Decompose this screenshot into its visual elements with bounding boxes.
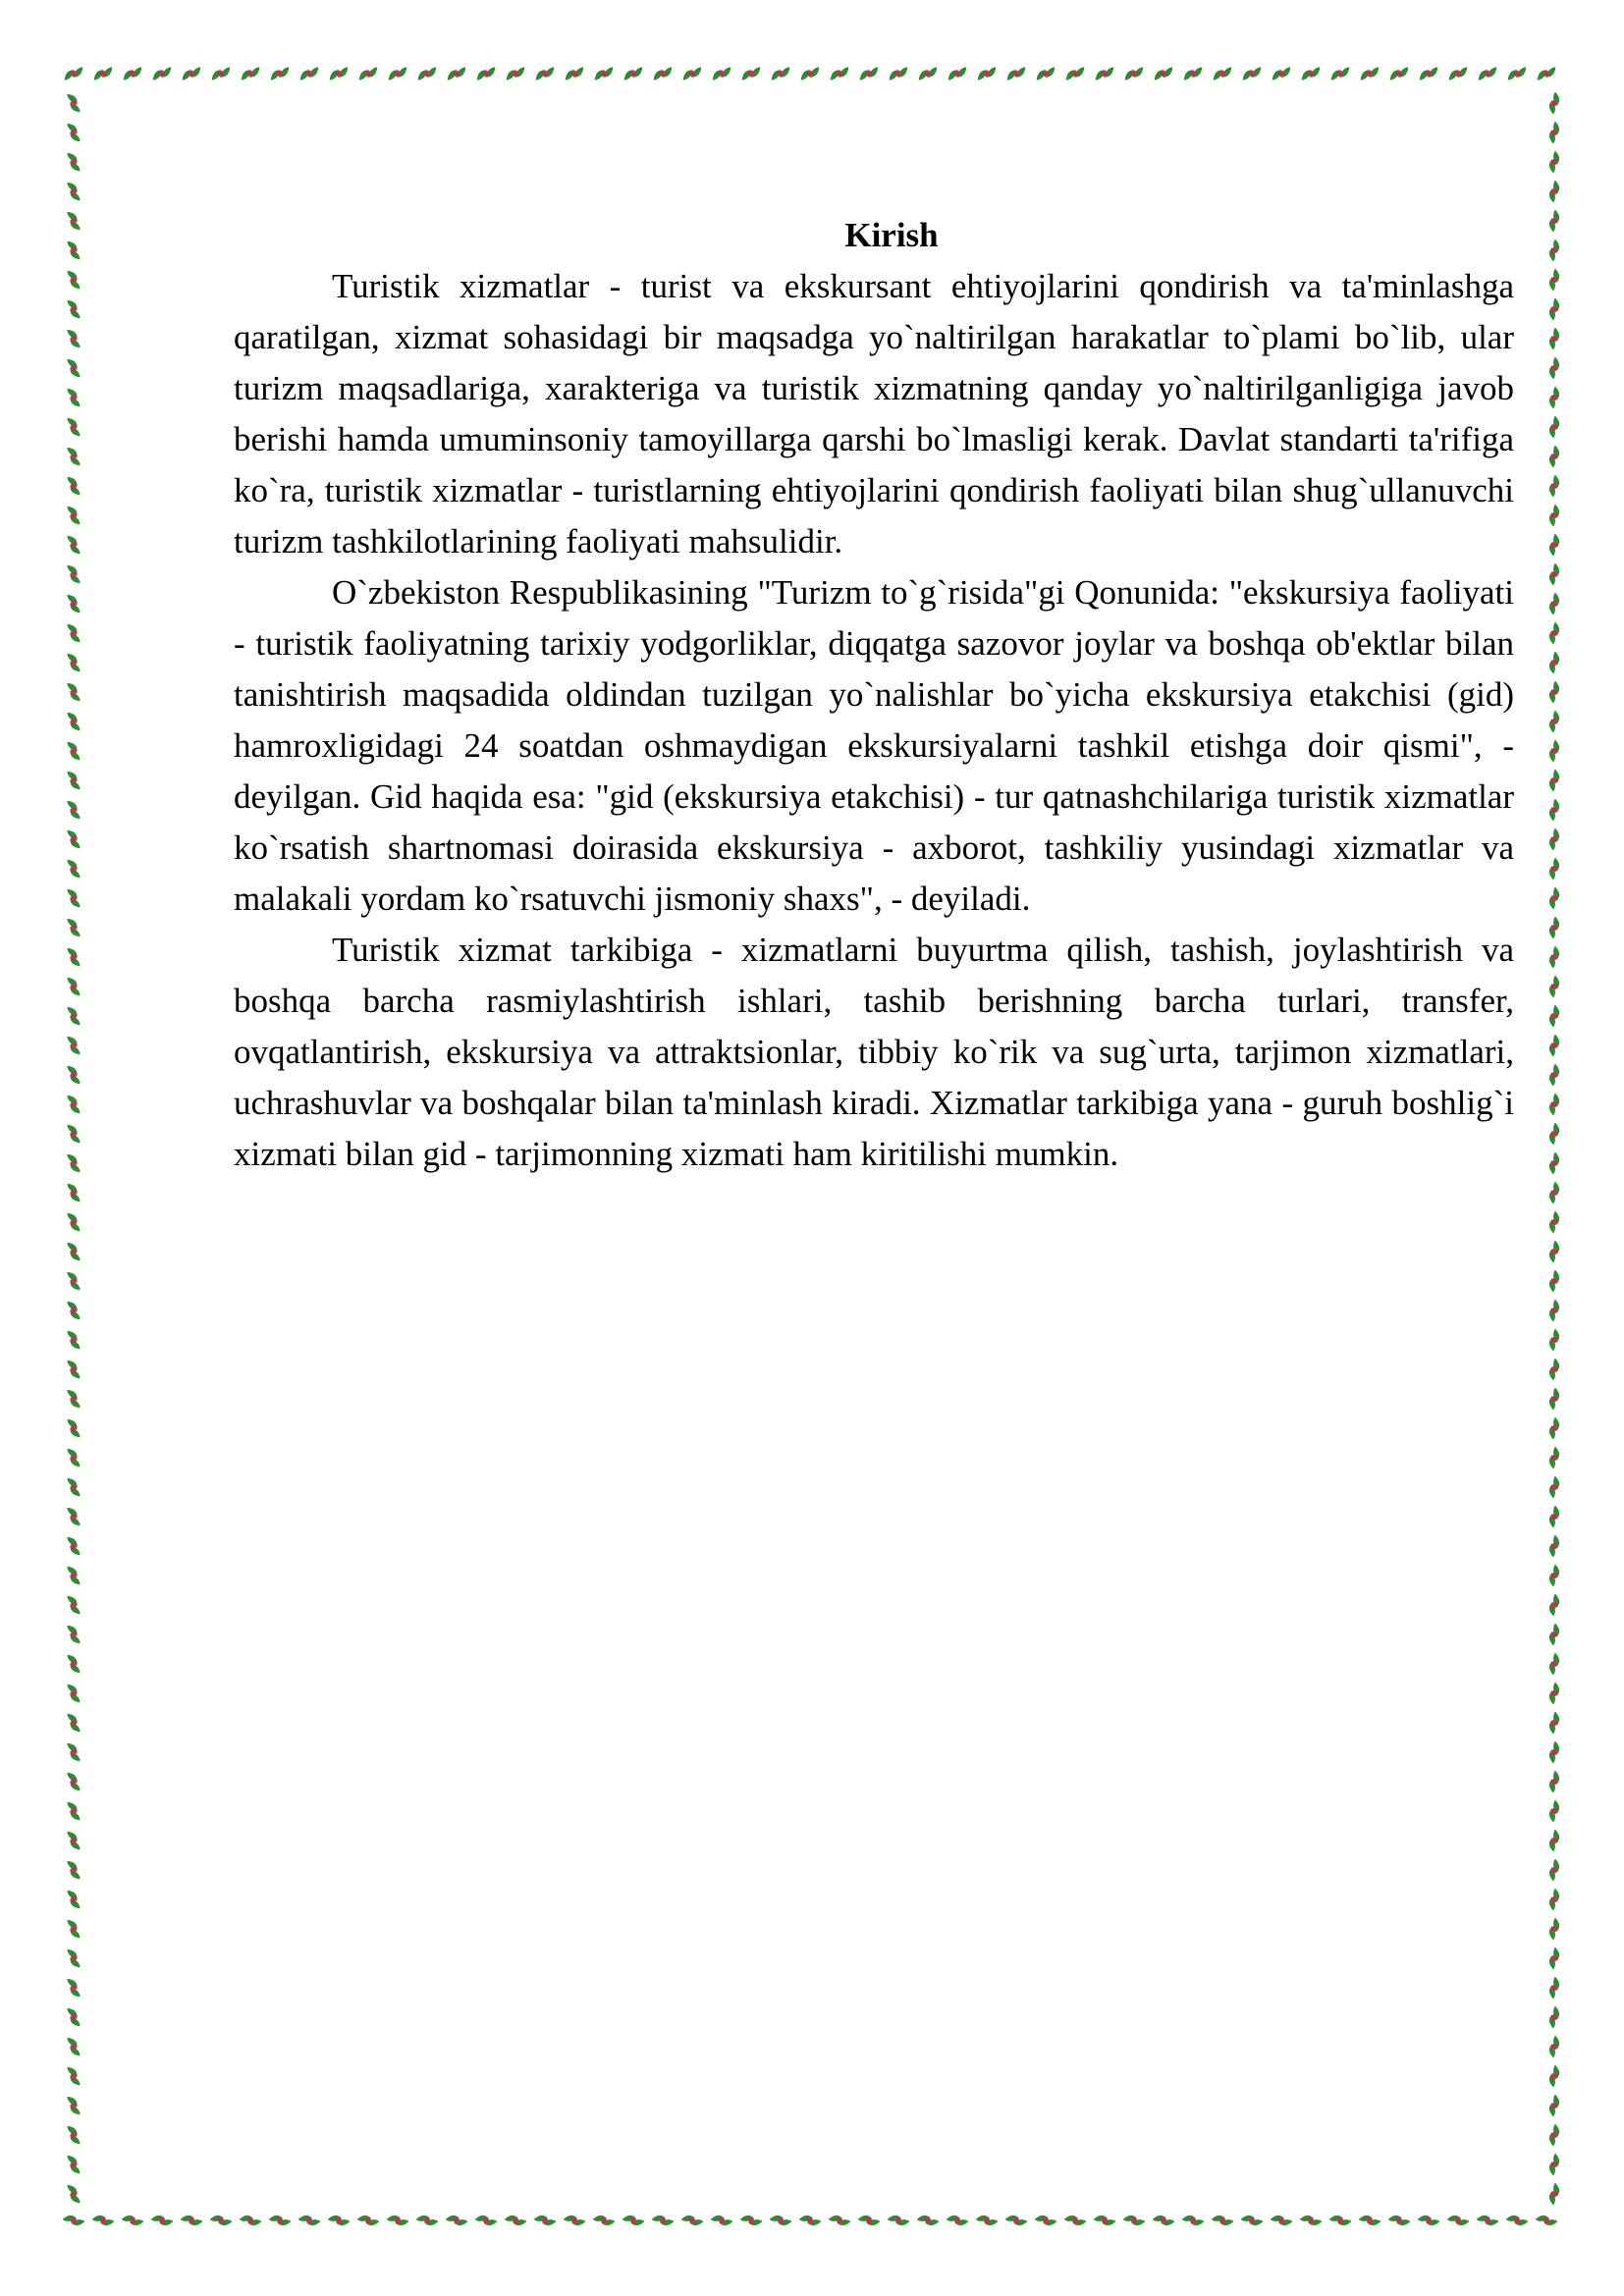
holly-leaf-icon: [474, 2213, 498, 2227]
holly-leaf-icon: [1546, 121, 1561, 144]
holly-leaf-icon: [1546, 1328, 1561, 1352]
holly-leaf-icon: [1546, 1564, 1561, 1587]
holly-leaf-icon: [1093, 66, 1116, 80]
holly-leaf-icon: [1240, 2213, 1264, 2227]
holly-leaf-icon: [1505, 66, 1529, 80]
holly-leaf-icon: [1476, 66, 1499, 80]
holly-leaf-icon: [1546, 504, 1561, 527]
holly-leaf-icon: [1546, 1858, 1561, 1882]
holly-leaf-icon: [66, 1328, 81, 1352]
holly-leaf-icon: [592, 66, 616, 80]
holly-leaf-icon: [66, 1829, 81, 1852]
holly-leaf-icon: [1358, 66, 1381, 80]
holly-leaf-icon: [298, 66, 321, 80]
holly-leaf-icon: [828, 2213, 851, 2227]
holly-leaf-icon: [66, 916, 81, 939]
holly-leaf-icon: [1063, 66, 1087, 80]
holly-leaf-icon: [1546, 415, 1561, 439]
holly-leaf-icon: [66, 798, 81, 822]
holly-leaf-icon: [1546, 1122, 1561, 1146]
holly-leaf-icon: [66, 150, 81, 174]
holly-leaf-icon: [1004, 66, 1028, 80]
holly-leaf-icon: [1546, 1240, 1561, 1263]
holly-leaf-icon: [887, 66, 910, 80]
holly-leaf-icon: [1546, 91, 1561, 115]
holly-leaf-icon: [1546, 1593, 1561, 1617]
holly-leaf-icon: [1546, 680, 1561, 704]
holly-leaf-icon: [1546, 916, 1561, 939]
holly-leaf-icon: [209, 2213, 233, 2227]
holly-leaf-icon: [563, 2213, 586, 2227]
holly-leaf-icon: [1546, 1181, 1561, 1204]
holly-leaf-icon: [209, 66, 233, 80]
holly-leaf-icon: [1446, 2213, 1470, 2227]
holly-leaf-icon: [66, 975, 81, 998]
holly-leaf-icon: [66, 886, 81, 910]
holly-leaf-icon: [66, 121, 81, 144]
holly-leaf-icon: [66, 1947, 81, 1970]
holly-leaf-icon: [1546, 1299, 1561, 1322]
holly-leaf-icon: [66, 945, 81, 969]
holly-leaf-icon: [1546, 2064, 1561, 2088]
holly-leaf-icon: [1546, 1652, 1561, 1676]
holly-leaf-icon: [66, 91, 81, 115]
holly-leaf-icon: [1546, 975, 1561, 998]
holly-leaf-icon: [66, 268, 81, 292]
holly-leaf-icon: [1546, 1976, 1561, 2000]
holly-leaf-icon: [1446, 66, 1470, 80]
holly-leaf-icon: [1546, 1387, 1561, 1411]
holly-leaf-icon: [66, 2035, 81, 2058]
holly-leaf-icon: [1417, 2213, 1440, 2227]
holly-leaf-icon: [66, 209, 81, 233]
holly-leaf-icon: [1546, 1358, 1561, 1381]
holly-leaf-icon: [1211, 2213, 1234, 2227]
holly-leaf-icon: [1358, 2213, 1381, 2227]
holly-leaf-icon: [1181, 2213, 1205, 2227]
holly-leaf-icon: [1546, 1416, 1561, 1440]
holly-leaf-icon: [66, 1740, 81, 1764]
holly-leaf-icon: [66, 504, 81, 527]
holly-leaf-icon: [66, 415, 81, 439]
holly-leaf-icon: [66, 1299, 81, 1322]
holly-leaf-icon: [1546, 2094, 1561, 2117]
holly-leaf-icon: [1546, 1446, 1561, 1469]
holly-leaf-icon: [66, 2064, 81, 2088]
holly-leaf-icon: [66, 533, 81, 557]
holly-leaf-icon: [66, 1770, 81, 1793]
holly-leaf-icon: [66, 1034, 81, 1057]
document-title: Kirish: [844, 216, 939, 254]
holly-leaf-icon: [1546, 1917, 1561, 1941]
holly-leaf-icon: [1546, 1888, 1561, 1911]
holly-leaf-icon: [1546, 769, 1561, 792]
holly-leaf-icon: [1546, 945, 1561, 969]
holly-leaf-icon: [180, 66, 203, 80]
holly-leaf-icon: [66, 2005, 81, 2029]
holly-leaf-icon: [1546, 1475, 1561, 1499]
holly-leaf-icon: [857, 66, 881, 80]
holly-leaf-icon: [1535, 66, 1558, 80]
holly-leaf-icon: [66, 739, 81, 763]
holly-leaf-icon: [66, 2153, 81, 2176]
holly-leaf-icon: [1546, 150, 1561, 174]
holly-leaf-icon: [1270, 66, 1293, 80]
holly-leaf-icon: [66, 1858, 81, 1882]
holly-leaf-icon: [121, 2213, 144, 2227]
holly-leaf-icon: [710, 66, 733, 80]
holly-leaf-icon: [1299, 2213, 1323, 2227]
holly-leaf-icon: [1505, 2213, 1529, 2227]
holly-leaf-icon: [66, 1122, 81, 1146]
holly-leaf-icon: [1546, 1093, 1561, 1116]
holly-leaf-icon: [622, 66, 645, 80]
holly-leaf-icon: [66, 1652, 81, 1676]
holly-leaf-icon: [1546, 1947, 1561, 1970]
holly-leaf-icon: [66, 1475, 81, 1499]
holly-leaf-icon: [1546, 1034, 1561, 1057]
holly-leaf-icon: [91, 2213, 115, 2227]
holly-leaf-icon: [66, 1240, 81, 1263]
holly-leaf-icon: [798, 2213, 822, 2227]
holly-leaf-icon: [66, 2123, 81, 2147]
holly-leaf-icon: [1546, 327, 1561, 350]
holly-leaf-icon: [66, 710, 81, 733]
holly-leaf-icon: [1546, 828, 1561, 851]
holly-leaf-icon: [769, 2213, 792, 2227]
holly-leaf-icon: [66, 474, 81, 498]
holly-leaf-icon: [66, 386, 81, 409]
holly-leaf-icon: [769, 66, 792, 80]
holly-leaf-icon: [1546, 1004, 1561, 1028]
holly-leaf-icon: [946, 66, 969, 80]
holly-leaf-icon: [828, 66, 851, 80]
holly-leaf-icon: [66, 2094, 81, 2117]
holly-leaf-icon: [1546, 2123, 1561, 2147]
holly-leaf-icon: [1535, 2213, 1558, 2227]
holly-leaf-icon: [1328, 66, 1352, 80]
holly-leaf-icon: [1417, 66, 1440, 80]
holly-leaf-icon: [327, 2213, 351, 2227]
holly-leaf-icon: [1034, 2213, 1057, 2227]
holly-leaf-icon: [946, 2213, 969, 2227]
holly-leaf-icon: [680, 66, 704, 80]
holly-leaf-icon: [1122, 66, 1146, 80]
holly-leaf-icon: [66, 445, 81, 468]
holly-leaf-icon: [1546, 239, 1561, 262]
holly-leaf-icon: [66, 1151, 81, 1175]
holly-leaf-icon: [1063, 2213, 1087, 2227]
holly-leaf-icon: [563, 66, 586, 80]
holly-leaf-icon: [1476, 2213, 1499, 2227]
holly-leaf-icon: [62, 66, 85, 80]
holly-leaf-icon: [66, 1063, 81, 1087]
holly-leaf-icon: [66, 180, 81, 203]
holly-leaf-icon: [916, 2213, 940, 2227]
holly-leaf-icon: [1546, 2153, 1561, 2176]
holly-leaf-icon: [1240, 66, 1264, 80]
holly-leaf-icon: [150, 66, 174, 80]
holly-leaf-icon: [66, 1682, 81, 1705]
holly-leaf-icon: [1328, 2213, 1352, 2227]
paragraph-2: O`zbekiston Respublikasining "Turizm to`g`risida"gi Qonunida: "ekskursiya faoliyati - turistik faoliyatning tarixiy yodgorliklar, diqqatga sazovor joylar va boshqa ob'ektlar bilan tanishtirish maqsadida oldindan tuzilgan yo`nalishlar bo`yicha ekskursiya etakchisi (gid) hamroxligidagi 24 soatdan oshmaydigan ekskursiyalarni tashkil etishga doir qismi", - deyilgan. Gid haqida esa: "gid (ekskursiya etakchisi) - tur qatnashchilariga turistik xizmatlar ko`rsatish shartnomasi doirasida ekskursiya - axborot, tashkiliy yusindagi xizmatlar va malakali yordam ko`rsatuvchi jismoniy shaxs", - deyiladi.: [234, 573, 1514, 918]
holly-leaf-icon: [66, 592, 81, 615]
holly-leaf-icon: [533, 2213, 557, 2227]
holly-leaf-icon: [651, 2213, 675, 2227]
holly-leaf-icon: [66, 1799, 81, 1823]
holly-leaf-icon: [327, 66, 351, 80]
holly-leaf-icon: [1211, 66, 1234, 80]
holly-leaf-icon: [1546, 474, 1561, 498]
holly-leaf-icon: [66, 1416, 81, 1440]
holly-leaf-icon: [445, 2213, 468, 2227]
holly-leaf-icon: [1546, 798, 1561, 822]
holly-leaf-icon: [1299, 66, 1323, 80]
holly-leaf-icon: [268, 2213, 292, 2227]
holly-leaf-icon: [1546, 739, 1561, 763]
holly-leaf-icon: [1546, 1711, 1561, 1735]
holly-leaf-icon: [66, 1004, 81, 1028]
holly-leaf-icon: [66, 1534, 81, 1558]
holly-leaf-icon: [1546, 857, 1561, 881]
holly-leaf-icon: [180, 2213, 203, 2227]
holly-leaf-icon: [1093, 2213, 1116, 2227]
holly-leaf-icon: [66, 1976, 81, 2000]
holly-leaf-icon: [1546, 2182, 1561, 2206]
holly-leaf-icon: [66, 1181, 81, 1204]
holly-leaf-icon: [62, 2213, 85, 2227]
holly-leaf-icon: [798, 66, 822, 80]
holly-leaf-icon: [91, 66, 115, 80]
holly-leaf-icon: [66, 1623, 81, 1646]
holly-leaf-icon: [1546, 1269, 1561, 1293]
holly-leaf-icon: [916, 66, 940, 80]
holly-leaf-icon: [1546, 209, 1561, 233]
holly-leaf-icon: [1546, 1829, 1561, 1852]
holly-leaf-icon: [680, 2213, 704, 2227]
holly-leaf-icon: [1546, 1682, 1561, 1705]
holly-leaf-icon: [66, 1888, 81, 1911]
holly-leaf-icon: [739, 2213, 763, 2227]
holly-leaf-icon: [66, 1358, 81, 1381]
holly-leaf-icon: [66, 1593, 81, 1617]
holly-leaf-icon: [1546, 1799, 1561, 1823]
holly-leaf-icon: [356, 2213, 380, 2227]
holly-leaf-icon: [66, 1093, 81, 1116]
holly-leaf-icon: [1546, 1210, 1561, 1234]
holly-leaf-icon: [1546, 2035, 1561, 2058]
holly-leaf-icon: [1546, 1063, 1561, 1087]
holly-leaf-icon: [1546, 562, 1561, 586]
holly-leaf-icon: [415, 66, 439, 80]
holly-leaf-icon: [1546, 2005, 1561, 2029]
holly-leaf-icon: [239, 66, 262, 80]
holly-leaf-icon: [298, 2213, 321, 2227]
holly-leaf-icon: [975, 2213, 999, 2227]
holly-leaf-icon: [386, 2213, 409, 2227]
holly-leaf-icon: [975, 66, 999, 80]
holly-leaf-icon: [415, 2213, 439, 2227]
holly-leaf-icon: [1152, 66, 1175, 80]
holly-leaf-icon: [66, 239, 81, 262]
holly-leaf-icon: [66, 1505, 81, 1528]
holly-leaf-icon: [356, 66, 380, 80]
holly-leaf-icon: [66, 1917, 81, 1941]
holly-leaf-icon: [66, 2182, 81, 2206]
paragraph-1: Turistik xizmatlar - turist va ekskursant ehtiyojlarini qondirish va ta'minlashga qaratilgan, xizmat sohasidagi bir maqsadga yo`naltirilgan harakatlar to`plami bo`lib, ular turizm maqsadlariga, xarakteriga va turistik xizmatning qanday yo`naltirilganligiga javob berishi hamda umuminsoniy tamoyillarga qarshi bo`lmasligi kerak. Davlat standarti ta'rifiga ko`ra, turistik xizmatlar - turistlarning ehtiyojlarini qondirish faoliyati bilan shug`ullanuvchi turizm tashkilotlarining faoliyati mahsulidir.: [234, 267, 1514, 561]
holly-leaf-icon: [651, 66, 675, 80]
paragraph-3: Turistik xizmat tarkibiga - xizmatlarni buyurtma qilish, tashish, joylashtirish va boshqa barcha rasmiylashtirish ishlari, tashib berishning barcha turlari, transfer, ovqatlantirish, ekskursiya va attraktsionlar, tibbiy ko`rik va sug`urta, tarjimon xizmatlari, uchrashuvlar va boshqalar bilan ta'minlash kiradi. Xizmatlar tarkibiga yana - guruh boshlig`i xizmati bilan gid - tarjimonning xizmati ham kiritilishi mumkin.: [234, 931, 1514, 1173]
holly-leaf-icon: [66, 327, 81, 350]
holly-leaf-icon: [1181, 66, 1205, 80]
holly-leaf-icon: [1546, 268, 1561, 292]
holly-leaf-icon: [66, 857, 81, 881]
holly-leaf-icon: [445, 66, 468, 80]
holly-leaf-icon: [739, 66, 763, 80]
holly-leaf-icon: [1546, 1770, 1561, 1793]
holly-leaf-icon: [1546, 1151, 1561, 1175]
holly-leaf-icon: [504, 66, 527, 80]
holly-leaf-icon: [66, 356, 81, 380]
holly-leaf-icon: [474, 66, 498, 80]
holly-leaf-icon: [1152, 2213, 1175, 2227]
holly-leaf-icon: [1546, 356, 1561, 380]
holly-leaf-icon: [1546, 533, 1561, 557]
holly-leaf-icon: [1122, 2213, 1146, 2227]
holly-leaf-icon: [150, 2213, 174, 2227]
holly-leaf-icon: [1387, 66, 1411, 80]
holly-leaf-icon: [66, 1269, 81, 1293]
holly-leaf-icon: [66, 651, 81, 674]
holly-leaf-icon: [1546, 621, 1561, 645]
holly-leaf-icon: [1034, 66, 1057, 80]
holly-leaf-icon: [66, 1387, 81, 1411]
holly-leaf-icon: [1546, 651, 1561, 674]
holly-leaf-icon: [1546, 710, 1561, 733]
holly-leaf-icon: [66, 297, 81, 321]
holly-leaf-icon: [1270, 2213, 1293, 2227]
holly-leaf-icon: [239, 2213, 262, 2227]
holly-leaf-icon: [592, 2213, 616, 2227]
holly-leaf-icon: [66, 562, 81, 586]
holly-leaf-icon: [66, 828, 81, 851]
holly-leaf-icon: [1546, 1740, 1561, 1764]
holly-leaf-icon: [66, 769, 81, 792]
holly-leaf-icon: [121, 66, 144, 80]
holly-leaf-icon: [1546, 445, 1561, 468]
holly-leaf-icon: [1004, 2213, 1028, 2227]
holly-leaf-icon: [1546, 1534, 1561, 1558]
holly-leaf-icon: [710, 2213, 733, 2227]
holly-leaf-icon: [1546, 180, 1561, 203]
document-body: [234, 210, 1514, 1180]
holly-leaf-icon: [66, 1446, 81, 1469]
holly-leaf-icon: [533, 66, 557, 80]
holly-leaf-icon: [1387, 2213, 1411, 2227]
holly-leaf-icon: [66, 1210, 81, 1234]
holly-leaf-icon: [66, 1564, 81, 1587]
holly-leaf-icon: [887, 2213, 910, 2227]
holly-leaf-icon: [504, 2213, 527, 2227]
holly-leaf-icon: [386, 66, 409, 80]
holly-leaf-icon: [1546, 386, 1561, 409]
holly-leaf-icon: [1546, 592, 1561, 615]
holly-leaf-icon: [1546, 1623, 1561, 1646]
holly-leaf-icon: [66, 621, 81, 645]
holly-leaf-icon: [622, 2213, 645, 2227]
holly-leaf-icon: [268, 66, 292, 80]
holly-leaf-icon: [1546, 1505, 1561, 1528]
holly-leaf-icon: [66, 680, 81, 704]
holly-leaf-icon: [1546, 297, 1561, 321]
holly-leaf-icon: [857, 2213, 881, 2227]
holly-leaf-icon: [66, 1711, 81, 1735]
holly-leaf-icon: [1546, 886, 1561, 910]
